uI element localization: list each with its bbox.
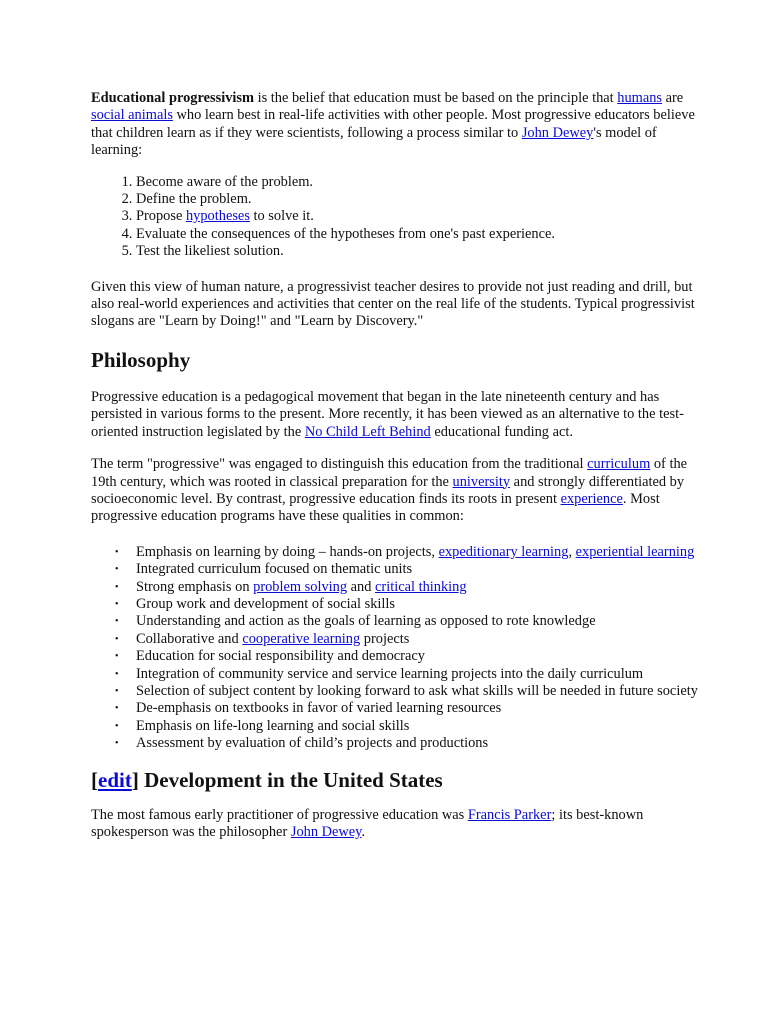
edit-link[interactable]: edit	[98, 767, 132, 792]
bullet: •	[115, 668, 119, 680]
paragraph-text: .	[361, 824, 366, 840]
item-text: Selection of subject content by looking forward to ask what skills will be needed in future society	[136, 682, 698, 699]
link-critical-thinking[interactable]: critical thinking	[375, 578, 467, 595]
item-text: and	[347, 578, 376, 595]
link-hypotheses[interactable]: hypotheses	[185, 208, 250, 225]
list-item	[115, 543, 708, 561]
item-text: Strong emphasis on	[136, 578, 254, 595]
bullet: •	[115, 616, 119, 628]
section-heading-development	[91, 768, 708, 792]
heading-text: Development in the United States	[138, 767, 443, 792]
intro-text: who learn best in real-life activities with other people. Most progressive educators believe that children learn as if they were scientists, following a process similar to	[91, 107, 695, 141]
bullet: •	[115, 598, 119, 610]
list-item	[115, 717, 708, 735]
list-item	[115, 665, 708, 683]
list-item	[136, 174, 708, 191]
section-heading-philosophy: Philosophy	[91, 347, 191, 372]
given-paragraph: Given this view of human nature, a progressivist teacher desires to provide not just reading and drill, but also real-world experiences and activities that center on the real life of the students. Typical progressivist slogans are "Learn by Doing!" and "Learn by Discovery."	[91, 278, 695, 330]
bullet: •	[115, 738, 119, 750]
link-problem-solving[interactable]: problem solving	[253, 578, 348, 595]
step-text: Become aware of the problem.	[136, 173, 314, 190]
intro-text: is the belief that education must be based on the principle that	[253, 90, 618, 106]
paragraph-text: of the 19th century, which was rooted in classical preparation for the	[91, 456, 688, 490]
paragraph-text: The most famous early practitioner of progressive education was	[91, 806, 468, 823]
item-text: Collaborative and	[136, 630, 243, 647]
link-expeditionary-learning[interactable]: expeditionary learning	[438, 543, 569, 560]
paragraph-text: and strongly differentiated by socioeconomic level. By contrast, progressive education finds its roots in present	[91, 473, 685, 507]
list-item	[136, 191, 708, 208]
step-text: Define the problem.	[136, 191, 252, 208]
item-text: Integration of community service and service learning projects into the daily curriculum	[136, 665, 644, 682]
bullet: •	[115, 720, 119, 732]
list-item	[115, 682, 708, 700]
list-item	[115, 648, 708, 665]
bullet: •	[115, 651, 119, 663]
development-paragraph	[91, 807, 708, 842]
list-item	[115, 613, 708, 630]
bullet: •	[115, 685, 119, 697]
bullet: •	[115, 546, 119, 558]
list-item	[115, 578, 708, 596]
bullet: •	[115, 581, 119, 593]
link-university[interactable]: university	[452, 473, 511, 490]
list-item	[115, 595, 708, 613]
item-text: Integrated curriculum focused on thematic units	[136, 561, 413, 578]
philosophy-paragraph-2	[91, 456, 708, 526]
intro-term: Educational progressivism	[91, 90, 254, 106]
intro-text: are	[662, 90, 684, 106]
paragraph-text: Progressive education is a pedagogical movement that began in the late nineteenth century and has persisted in various forms to the present. More recently, it has been viewed as an alternative to the test-oriented instruction legislated by the	[91, 388, 684, 440]
item-text: Understanding and action as the goals of learning as opposed to rote knowledge	[136, 613, 596, 630]
link-francis-parker[interactable]: Francis Parker	[467, 806, 552, 823]
bullet: •	[115, 703, 119, 715]
link-humans[interactable]: humans	[617, 90, 663, 106]
edit-bracket-close: ]	[131, 767, 139, 792]
paragraph-text: . Most progressive education programs have these qualities in common:	[91, 490, 660, 525]
list-item	[136, 243, 708, 260]
philosophy-paragraph-1	[91, 389, 708, 441]
item-text: ,	[568, 543, 576, 560]
step-text: Test the likeliest solution.	[136, 243, 284, 260]
step-text: Evaluate the consequences of the hypotheses from one's past experience.	[136, 225, 555, 242]
paragraph-text: The term "progressive" was engaged to distinguish this education from the traditional	[91, 456, 588, 473]
qualities-list	[91, 544, 708, 753]
bullet: •	[115, 564, 119, 576]
item-text: projects	[360, 630, 410, 647]
paragraph-text: educational funding act.	[430, 423, 573, 440]
bullet: •	[115, 633, 119, 645]
link-cooperative-learning[interactable]: cooperative learning	[242, 630, 361, 647]
paragraph-text: ; its best-known spokesperson was the philosopher	[91, 806, 644, 840]
list-item	[115, 561, 708, 578]
link-social-animals[interactable]: social animals	[91, 107, 173, 124]
list-item	[115, 630, 708, 648]
list-item	[136, 208, 708, 225]
link-john-dewey[interactable]: John Dewey	[521, 124, 594, 141]
list-item	[136, 226, 708, 243]
link-john-dewey-2[interactable]: John Dewey	[290, 824, 362, 840]
intro-paragraph	[91, 90, 708, 160]
intro-text: 's model of learning:	[91, 124, 657, 159]
list-item	[115, 735, 708, 752]
edit-bracket-open: [	[91, 767, 98, 792]
item-text: Assessment by evaluation of child’s projects and productions	[136, 735, 489, 752]
link-experiential-learning[interactable]: experiential learning	[575, 543, 695, 560]
item-text: De-emphasis on textbooks in favor of varied learning resources	[136, 700, 502, 717]
step-text: to solve it.	[249, 208, 314, 225]
item-text: Emphasis on life-long learning and social skills	[136, 717, 410, 734]
item-text: Education for social responsibility and democracy	[136, 648, 425, 665]
step-text: Propose	[136, 208, 186, 225]
learning-steps-list	[91, 174, 708, 261]
link-no-child-left-behind[interactable]: No Child Left Behind	[304, 423, 431, 440]
link-curriculum[interactable]: curriculum	[587, 456, 651, 473]
list-item	[115, 700, 708, 717]
item-text: Emphasis on learning by doing – hands-on projects,	[136, 543, 439, 560]
link-experience[interactable]: experience	[560, 490, 623, 507]
item-text: Group work and development of social skills	[136, 595, 395, 612]
